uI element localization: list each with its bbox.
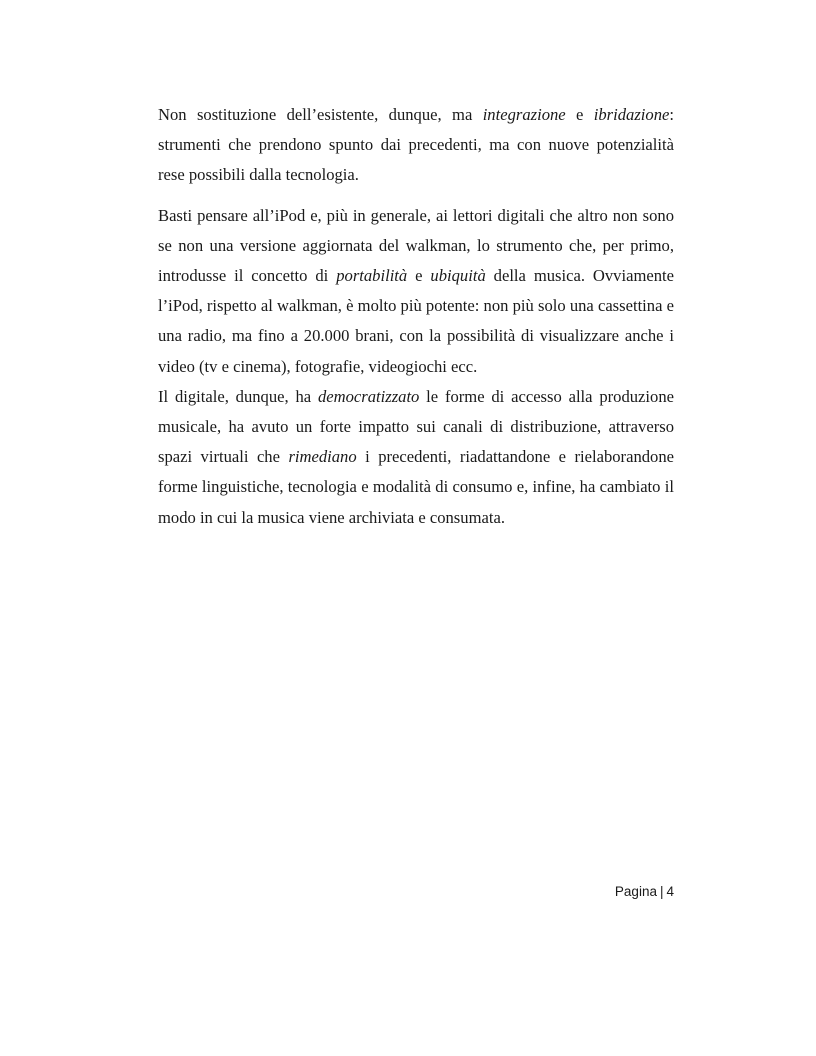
paragraph-2-text: e (407, 266, 431, 286)
paragraph-2 (158, 201, 674, 382)
paragraph-1-text: e (565, 105, 594, 124)
paragraph-1-text: : strumenti che prendono spunto dai precedenti, ma con nuove potenzialità rese possibili dalla tecnologia. (158, 105, 674, 185)
page-number: 4 (666, 884, 674, 899)
paragraph-1 (158, 100, 674, 191)
emphasis-rimediano: rimediano (288, 447, 357, 467)
page-footer (615, 884, 674, 899)
paragraph-1-text: Non sostituzione dell’esistente, dunque, ma (158, 105, 483, 124)
emphasis-democratizzato: democratizzato (317, 386, 420, 406)
paragraph-3 (158, 382, 674, 533)
emphasis-ibridazione: ibridazione (593, 105, 670, 124)
paragraph-3-text: Il digitale, dunque, ha (158, 386, 318, 406)
paragraph-3-text: i precedenti, riadattandone e rielaborandone forme linguistiche, tecnologia e modalità di consumo e, infine, ha cambiato il modo in cui la musica viene archiviata e consumata. (158, 447, 674, 527)
emphasis-portabilita: portabilità (336, 266, 408, 286)
paragraph-2-text: Basti pensare all’iPod e, più in generale, ai lettori digitali che altro non sono se non una versione aggiornata del walkman, lo strumento che, per primo, introdusse il concetto di (158, 205, 674, 286)
page-separator: | (659, 884, 664, 899)
emphasis-integrazione: integrazione (482, 105, 566, 124)
paragraph-3-text: le forme di accesso alla produzione musicale, ha avuto un forte impatto sui canali di distribuzione, attraverso spazi virtuali che (158, 386, 674, 467)
emphasis-ubiquita: ubiquità (430, 266, 486, 286)
document-body (158, 100, 674, 533)
page-label: Pagina (614, 884, 657, 899)
paragraph-2-text: della musica. Ovviamente l’iPod, rispetto al walkman, è molto più potente: non più solo una cassettina e una radio, ma fino a 20.000 brani, con la possibilità di visualizzare anche i video (tv e cinema), fotografie, videogiochi ecc. (158, 266, 674, 376)
